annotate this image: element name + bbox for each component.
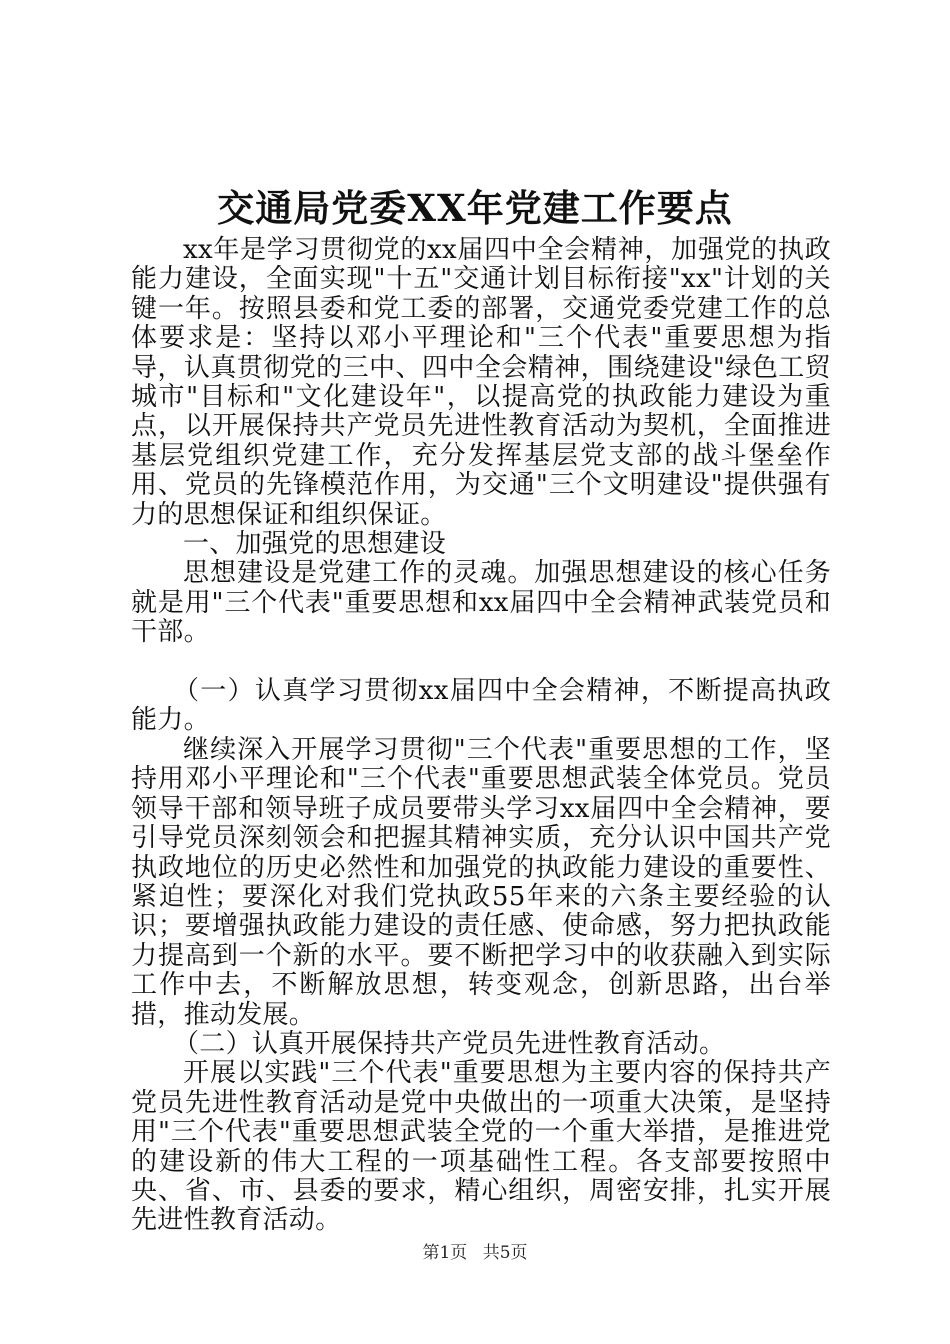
document-body [131,236,831,1236]
section-heading-1: 一、加强党的思想建设 [183,529,447,560]
document-title: 交通局党委XX年党建工作要点 [217,186,733,230]
subsection-heading-1: （一）认真学习贯彻xx届四中全会精神，不断提高执政能力。 [131,676,831,736]
subsection-2-paragraph: 开展以实践"三个代表"重要思想为主要内容的保持共产党员先进性教育活动是党中央做出的一项重大决策，是坚持用"三个代表"重要思想武装全党的一个重大举措，是推进党的建设新的伟大工程的一项基础性工程。各支部要按照中央、省、市、县委的要求，精心组织，周密安排，扎实开展先进性教育活动。 [131,1058,831,1236]
page-number: 第1页 [422,1243,468,1263]
page-total: 共5页 [482,1243,528,1263]
subsection-heading-2: （二）认真开展保持共产党员先进性教育活动。 [173,1028,726,1059]
section-1-intro-paragraph: 思想建设是党建工作的灵魂。加强思想建设的核心任务就是用"三个代表"重要思想和xx届四中全会精神武装党员和干部。 [131,558,831,648]
page-footer [0,1242,950,1264]
intro-paragraph: xx年是学习贯彻党的xx届四中全会精神，加强党的执政能力建设，全面实现"十五"交通计划目标衔接"xx"计划的关键一年。按照县委和党工委的部署，交通党委党建工作的总体要求是：坚持以邓小平理论和"三个代表"重要思想为指导，认真贯彻党的三中、四中全会精神，围绕建设"绿色工贸城市"目标和"文化建设年"，以提高党的执政能力建设为重点，以开展保持共产党员先进性教育活动为契机，全面推进基层党组织党建工作，充分发挥基层党支部的战斗堡垒作用、党员的先锋模范作用，为交通"三个文明建设"提供强有力的思想保证和组织保证。 [131,235,831,530]
subsection-1-paragraph: 继续深入开展学习贯彻"三个代表"重要思想的工作，坚持用邓小平理论和"三个代表"重要思想武装全体党员。党员领导干部和领导班子成员要带头学习xx届四中全会精神，要引导党员深刻领会和把握其精神实质，充分认识中国共产党执政地位的历史必然性和加强党的执政能力建设的重要性、紧迫性；要深化对我们党执政55年来的六条主要经验的认识；要增强执政能力建设的责任感、使命感，努力把执政能力提高到一个新的水平。要不断把学习中的收获融入到实际工作中去，不断解放思想，转变观念，创新思路，出台举措，推动发展。 [131,734,831,1030]
